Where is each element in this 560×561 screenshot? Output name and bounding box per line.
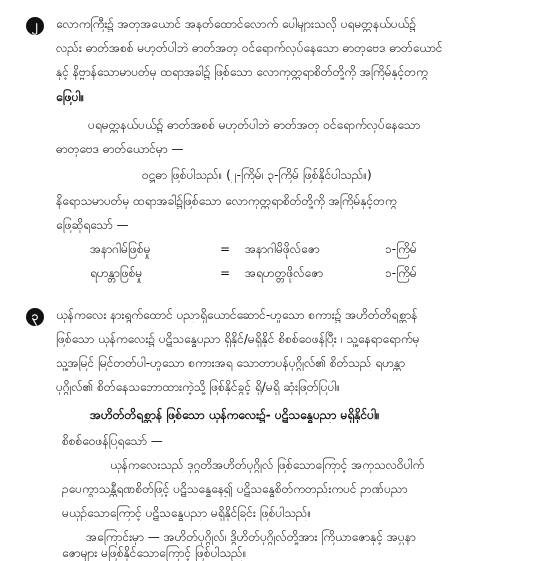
q1-sub-a: ဓာတုဗေဒ ဓာတ်ယောင်မှာ —	[56, 142, 184, 156]
q2-reason-line: ယုန်ကလေးသည် ဒုဂ္ဂတိအဟိတ်ပုဂ္ဂိုလ် ဖြစ်သောကြောင့် အကုသလဝိပါက်	[110, 458, 425, 472]
q2-reason-label: စိစစ်ဝေဖန်ပြရသော် —	[62, 434, 163, 448]
q2-line: ပုဂ္ဂိုလ်၏ စိတ်နေသဘောထားကဲ့သို့ ဖြစ်နိုင်ခွင့် ရှိ/မရှိ ဆုံးဖြတ်ပြပါ။	[56, 380, 341, 394]
answer-row-left: အနာဂါမ်ဖြစ်မှု	[90, 242, 151, 256]
q1-sub-b: နိရောသမာပတ်မှ ထရာအခါ၌ဖြစ်သော လောကုတ္တရာစိတ်တို့ကို အကြိမ်နှင့်တကွ	[56, 194, 397, 208]
q1-line: ဖြေပါ။	[56, 90, 85, 104]
q1-sub-b: ဖြေဆိုရသော် —	[56, 218, 129, 232]
q1-answer-a: ဝဋ္ဋဓာ ဖြစ်ပါသည်။ (၂-ကြိမ်၊ ၃-ကြိမ် ဖြစ်နိုင်ပါသည်။)	[142, 168, 372, 182]
q2-final-line: ဇောများ မဖြစ်နိုင်သောကြောင့် ဖြစ်ပါသည်။	[62, 546, 247, 560]
q2-reason-line: မယှဉ်သောကြောင့် ပဋိသန္ဓေပညာ မရှိနိုင်ခြင်း ဖြစ်ပါသည်။	[62, 506, 312, 520]
answer-row-right: ၁-ကြိမ်	[385, 242, 417, 256]
q2-reason-line: ဥပေက္ခာသန္တီရဏစိတ်ဖြင့် ပဋိသန္ဓေနေ၍ ပဋိသန္ဓေစိတ်ကတည်းကပင် ဉာဏ်ပညာ	[62, 482, 408, 496]
q2-line: ယုန်ကလေး နားရွက်ထောင် ပညာရှိယောင်ဆောင်-ဟူသော စကား၌ အဟိတ်တိရစ္ဆာန်	[56, 308, 418, 322]
q2-line: ဖြစ်သော ယုန်ကလေး၌ ပဋိသန္ဓေပညာ ရှိနိုင်/မရှိနိုင် စိစစ်ဝေဖန်ပြီး ၊ သူ့နေရာရောက်မှ	[56, 332, 420, 346]
q1-line: နှင့် နိဗ္ဗာန်သောမာပတ်မှ ထရာအခါ၌ ဖြစ်သော လောကုတ္တရာစိတ်တို့ကို အကြိမ်နှင့်တကွ	[56, 65, 428, 79]
q2-heading: အဟိတ်တိရစ္ဆာန် ဖြစ်သော ယုန်ကလေး၌- ပဋိသန္ဓေပညာ မရှိနိုင်ပါ။	[90, 408, 380, 422]
answer-row-mid: အရဟတ္တဖိုလ်ဇော	[245, 266, 324, 280]
answer-row-eq: =	[220, 266, 231, 280]
question-number-badge: ၃	[26, 308, 44, 326]
q2-line: သူ့အမြင် မြင်တတ်ပါ-ဟူသော စကားအရ သောတာပန်ပုဂ္ဂိုလ်၏ စိတ်သည် ရဟန္တာ	[56, 356, 406, 370]
answer-row-mid: အနာဂါမိဖိုလ်ဇော	[245, 242, 320, 256]
q2-final-line: အကြောင်းမှာ — အဟိတ်ပုဂ္ဂိုလ်၊ ဒွိဟိတ်ပုဂ္ဂိုလ်တို့အား ကြိယာဇောနှင့် အပ္ပနာ	[86, 530, 416, 544]
answer-row-eq: =	[220, 242, 231, 256]
q1-sub-a: ပရမတ္တနယ်ပယ်၌ ဓာတ်အစစ် မဟုတ်ပါဘဲ ဓာတ်အတု ဝင်ရောက်လုပ်နေသော	[88, 118, 421, 132]
answer-row-left: ရဟန္တာဖြစ်မှု	[90, 266, 143, 280]
q1-line: လောကကြီး၌ အတုအယောင် အနတ်ထောင်လောက် ပေါများသလို ပရမတ္တနယ်ပယ်၌	[56, 17, 416, 31]
question-number-badge: ၂	[26, 17, 44, 35]
answer-row-right: ၁-ကြိမ်	[385, 266, 417, 280]
q1-line: လည်း ဓာတ်အစစ် မဟုတ်ပါဘဲ ဓာတ်အတု ဝင်ရောက်လုပ်နေသော ဓာတုဗေဒ ဓာတ်ယောင်	[56, 41, 443, 55]
